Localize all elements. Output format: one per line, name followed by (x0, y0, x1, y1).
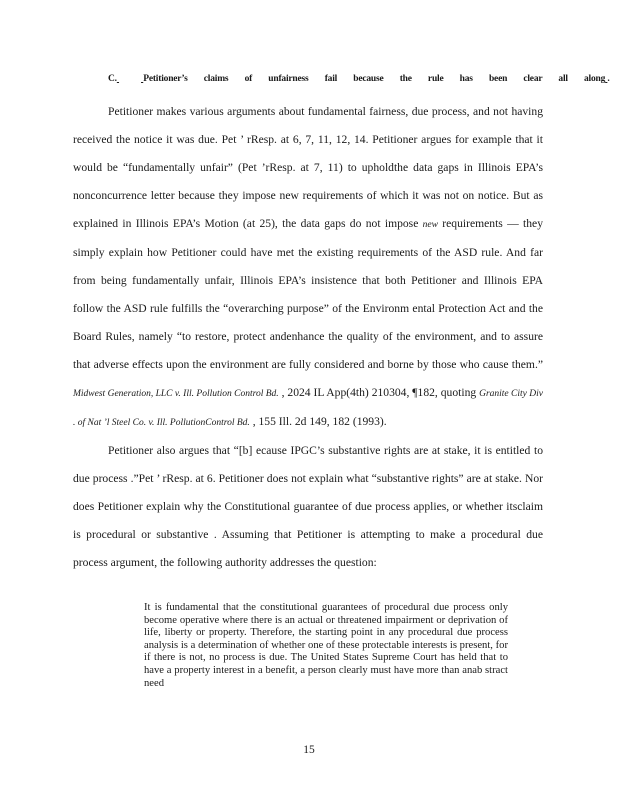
section-heading (108, 74, 610, 84)
page-number: 15 (303, 744, 315, 756)
section-heading-end: . (607, 74, 610, 84)
paragraph-due-process: Petitioner also argues that “[b] ecause IPGC’s substantive rights are at stake, it is entitled to due process .”Pet ’ rResp. at 6. Petitioner does not explain what “substantive rights” are at stake. Nor does Petitioner explain why the Constitutional guarantee of due process applies, or whether itsclaim is procedural or substantive . Assuming that Petitioner is attempting to make a procedural due process argument, the following authority addresses the question: (73, 444, 543, 569)
emphasis-new: new (422, 220, 438, 230)
paragraph-fairness-part4: , 155 Ill. 2d 149, 182 (1993). (249, 415, 387, 428)
block-quote: It is fundamental that the constitutional guarantees of procedural due process only become operative where there is an actual or threatened impairment or deprivation of life, liberty or property. Therefore, the starting point in any procedural due process analysis is a determination of whether one of these protectable interests is present, for if there is not, no process is due. The United States Supreme Court has held that to have a property interest in a benefit, a person clearly must have more than anab stract need (144, 602, 508, 689)
body-text (73, 98, 543, 577)
paragraph-fairness (73, 98, 543, 437)
case-citation-midwest: Midwest Generation, LLC v. Ill. Pollution Control Bd. (73, 389, 279, 399)
section-letter: C. (108, 74, 117, 84)
paragraph-fairness-part1: Petitioner makes various arguments about fundamental fairness, due process, and not having received the notice it was due. Pet ’ rResp. at 6, 7, 11, 12, 14. Petitioner argues for example that it would be “fundamentally unfair” (Pet ’rResp. at 7, 11) to upholdthe data gaps in Illinois EPA’s nonconcurrence letter because they impose new requirements of which it was not on notice. But as explained in Illinois EPA’s Motion (at 25), the data gaps do not impose (73, 105, 543, 230)
paragraph-fairness-part2: requirements — they simply explain how Petitioner could have met the existing requirements of the ASD rule. And far from being fundamentally unfair, Illinois EPA’s insistence that both Petitioner and Illinois EPA follow the ASD rule fulfills the “overarching purpose” of the Environm ental Protection Act and the Board Rules, namely “to restore, protect andenhance the quality of the environment, and to assure that adverse effects upon the environment are fully considered and borne by those who cause them.” (73, 217, 543, 371)
case-citation-granite-city: Granite City Div . of Nat ’l Steel Co. v. Ill. PollutionControl Bd. (73, 389, 543, 428)
paragraph-fairness-part3: , 2024 IL App(4th) 210304, ¶182, quoting (278, 386, 480, 399)
section-heading-text: Petitioner’s claims of unfairness fail because the rule has been clear all along (143, 74, 606, 84)
